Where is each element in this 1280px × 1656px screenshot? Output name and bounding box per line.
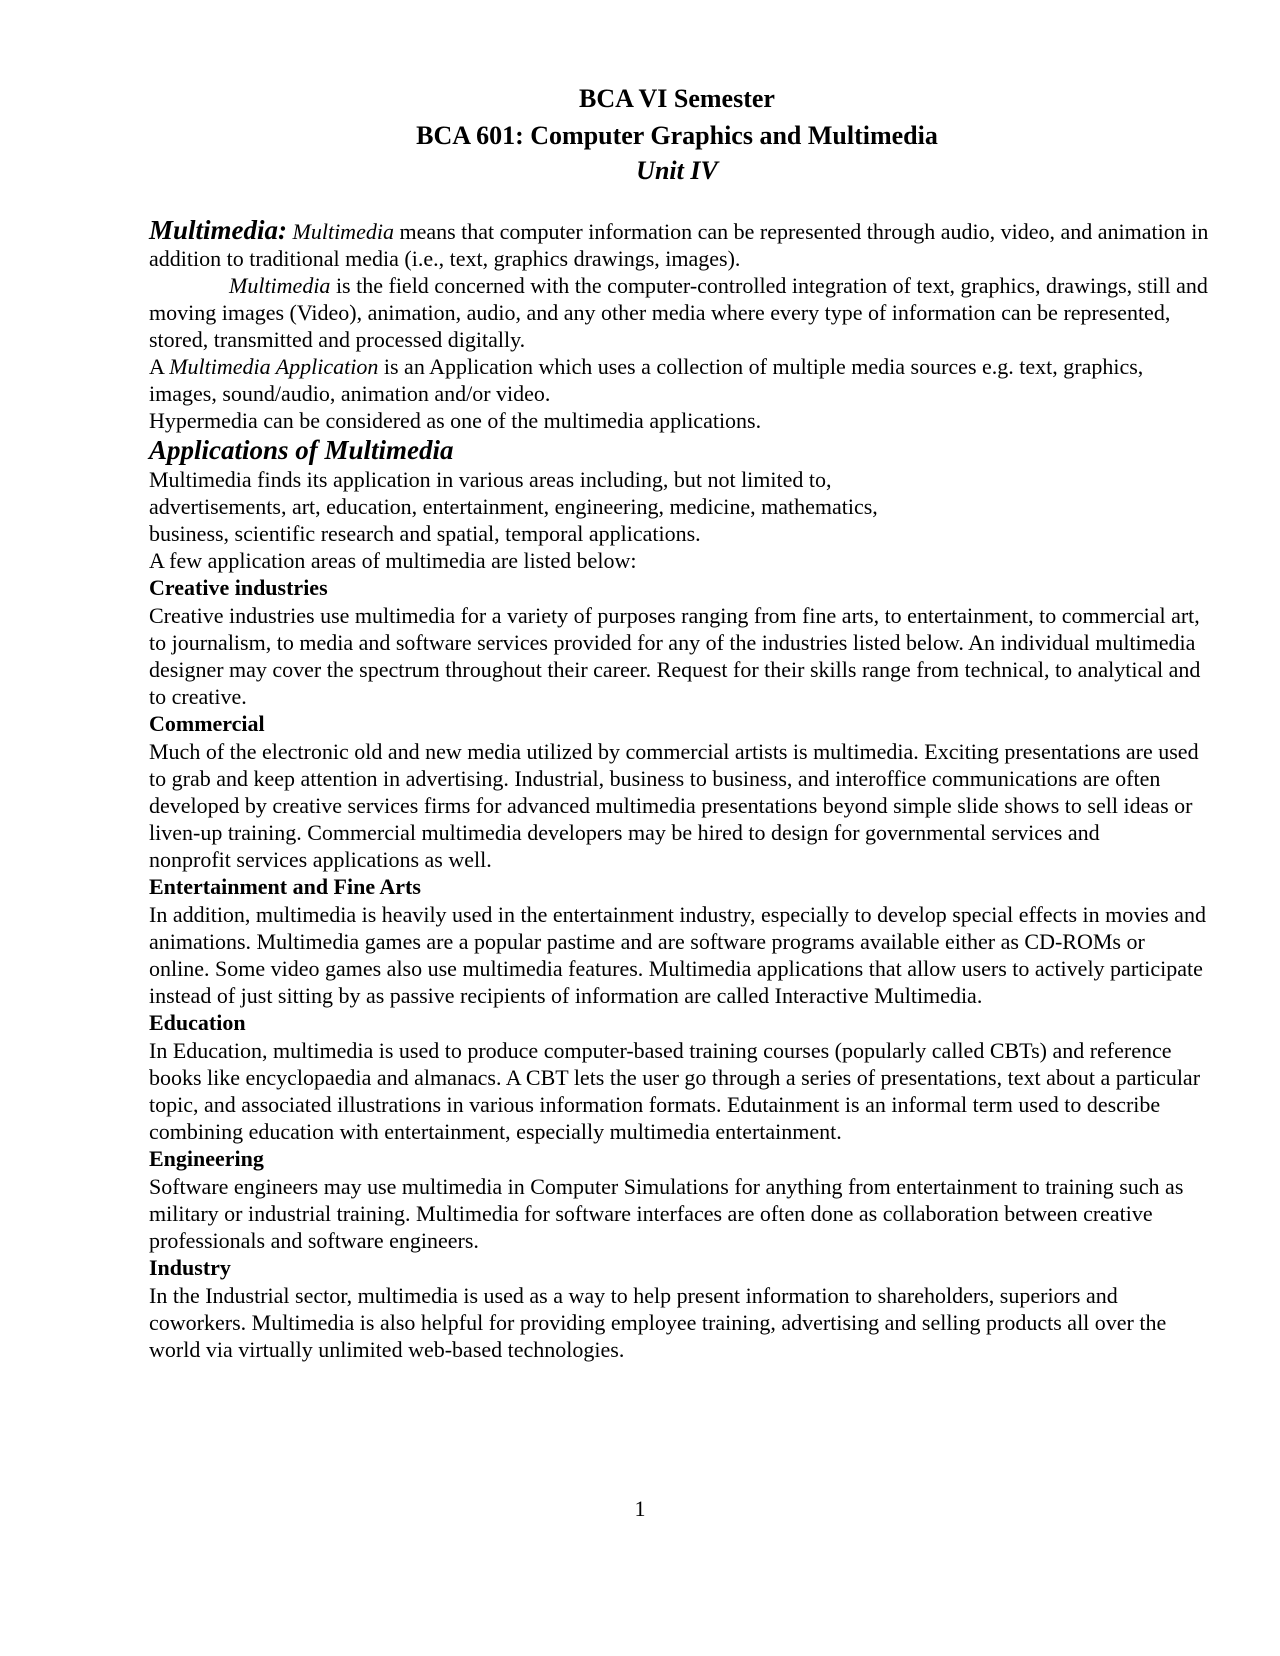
course-semester-title: BCA VI Semester [579, 84, 775, 113]
section-body-creative-industries: Creative industries use multimedia for a variety of purposes ranging from fine arts, to entertainment, to commercial art, to journalism, to media and software services provided for any of the industries listed below. An individual multimedia designer may cover the spectrum throughout their career. Request for their skills range from technical, to analytical and to creative. [149, 603, 1201, 709]
applications-heading: Applications of Multimedia [149, 435, 454, 465]
intro-p2-text: is the field concerned with the computer-controlled integration of text, graphics, drawings, still and moving images (Video), animation, audio, and any other media where every type of information can be represented, stored, transmitted and processed digitally. [149, 273, 1208, 352]
title-block [147, 80, 1207, 187]
applications-intro-line-2: advertisements, art, education, entertainment, engineering, medicine, mathematics, [149, 494, 878, 519]
section-body-commercial: Much of the electronic old and new media utilized by commercial artists is multimedia. Exciting presentations are used to grab and keep attention in advertising. Industrial, business to business, and interoffice communications are often developed by creative services firms for advanced multimedia presentations beyond simple slide shows to sell ideas or liven-up training. Commercial multimedia developers may be hired to design for governmental services and [149, 739, 1199, 845]
section-title-creative-industries: Creative industries [149, 575, 328, 600]
intro-paragraph-3 [149, 353, 1209, 407]
section-title-entertainment: Entertainment and Fine Arts [149, 874, 421, 899]
multimedia-term: Multimedia: [149, 215, 288, 245]
intro-paragraph-2 [149, 272, 1209, 353]
document-page [149, 80, 1209, 1363]
intro-p3-text: is an Application which uses a collection of multiple media sources e.g. text, graphics, images, sound/audio, animation and/or video. [149, 354, 1144, 406]
section-title-commercial: Commercial [149, 711, 265, 736]
section-title-engineering: Engineering [149, 1146, 264, 1171]
intro-paragraph-4: Hypermedia can be considered as one of the multimedia applications. [149, 408, 762, 433]
applications-intro-line-4: A few application areas of multimedia are listed below: [149, 548, 637, 573]
applications-intro-line-1: Multimedia finds its application in various areas including, but not limited to, [149, 467, 832, 492]
intro-paragraph-1 [149, 217, 1209, 272]
section-body-engineering: Software engineers may use multimedia in Computer Simulations for anything from entertainment to training such as military or industrial training. Multimedia for software interfaces are often done as collaboration between creative professionals and software engineers. [149, 1174, 1184, 1253]
section-body-education: In Education, multimedia is used to produce computer-based training courses (popularly called CBTs) and reference books like encyclopaedia and almanacs. A CBT lets the user go through a series of presentations, text about a particular topic, and associated illustrations in various information formats. Edutainment is an informal term used to describe combining education with entertainment, especially multimedia entertainment. [149, 1038, 1201, 1144]
intro-p2-italic: Multimedia [229, 273, 331, 298]
section-body-industry: In the Industrial sector, multimedia is used as a way to help present information to shareholders, superiors and coworkers. Multimedia is also helpful for providing employee training, advertising and selling products all over the world via virtually unlimited web-based technologies. [149, 1283, 1167, 1362]
course-name-title: BCA 601: Computer Graphics and Multimedia [416, 121, 938, 150]
section-body-commercial-continued: nonprofit services applications as well. [149, 847, 492, 872]
page-number: 1 [634, 1496, 646, 1521]
intro-p3-prefix: A [149, 354, 170, 379]
section-body-entertainment: In addition, multimedia is heavily used in the entertainment industry, especially to develop special effects in movies and animations. Multimedia games are a popular pastime and are software programs available either as CD-ROMs or online. Some video games also use multimedia features. Multimedia applications that allow users to actively participate instead of just sitting by as passive recipients of information are called Interactive Multimedia. [149, 902, 1206, 1008]
section-title-education: Education [149, 1010, 246, 1035]
intro-p3-italic: Multimedia Application [169, 354, 379, 379]
intro-p1-text: means that computer information can be represented through audio, video, and animation in addition to traditional media (i.e., text, graphics drawings, images). [149, 219, 1209, 271]
unit-title: Unit IV [636, 156, 718, 185]
applications-intro-line-3: business, scientific research and spatial, temporal applications. [149, 521, 701, 546]
section-title-industry: Industry [149, 1255, 231, 1280]
intro-p1-italic: Multimedia [292, 219, 394, 244]
